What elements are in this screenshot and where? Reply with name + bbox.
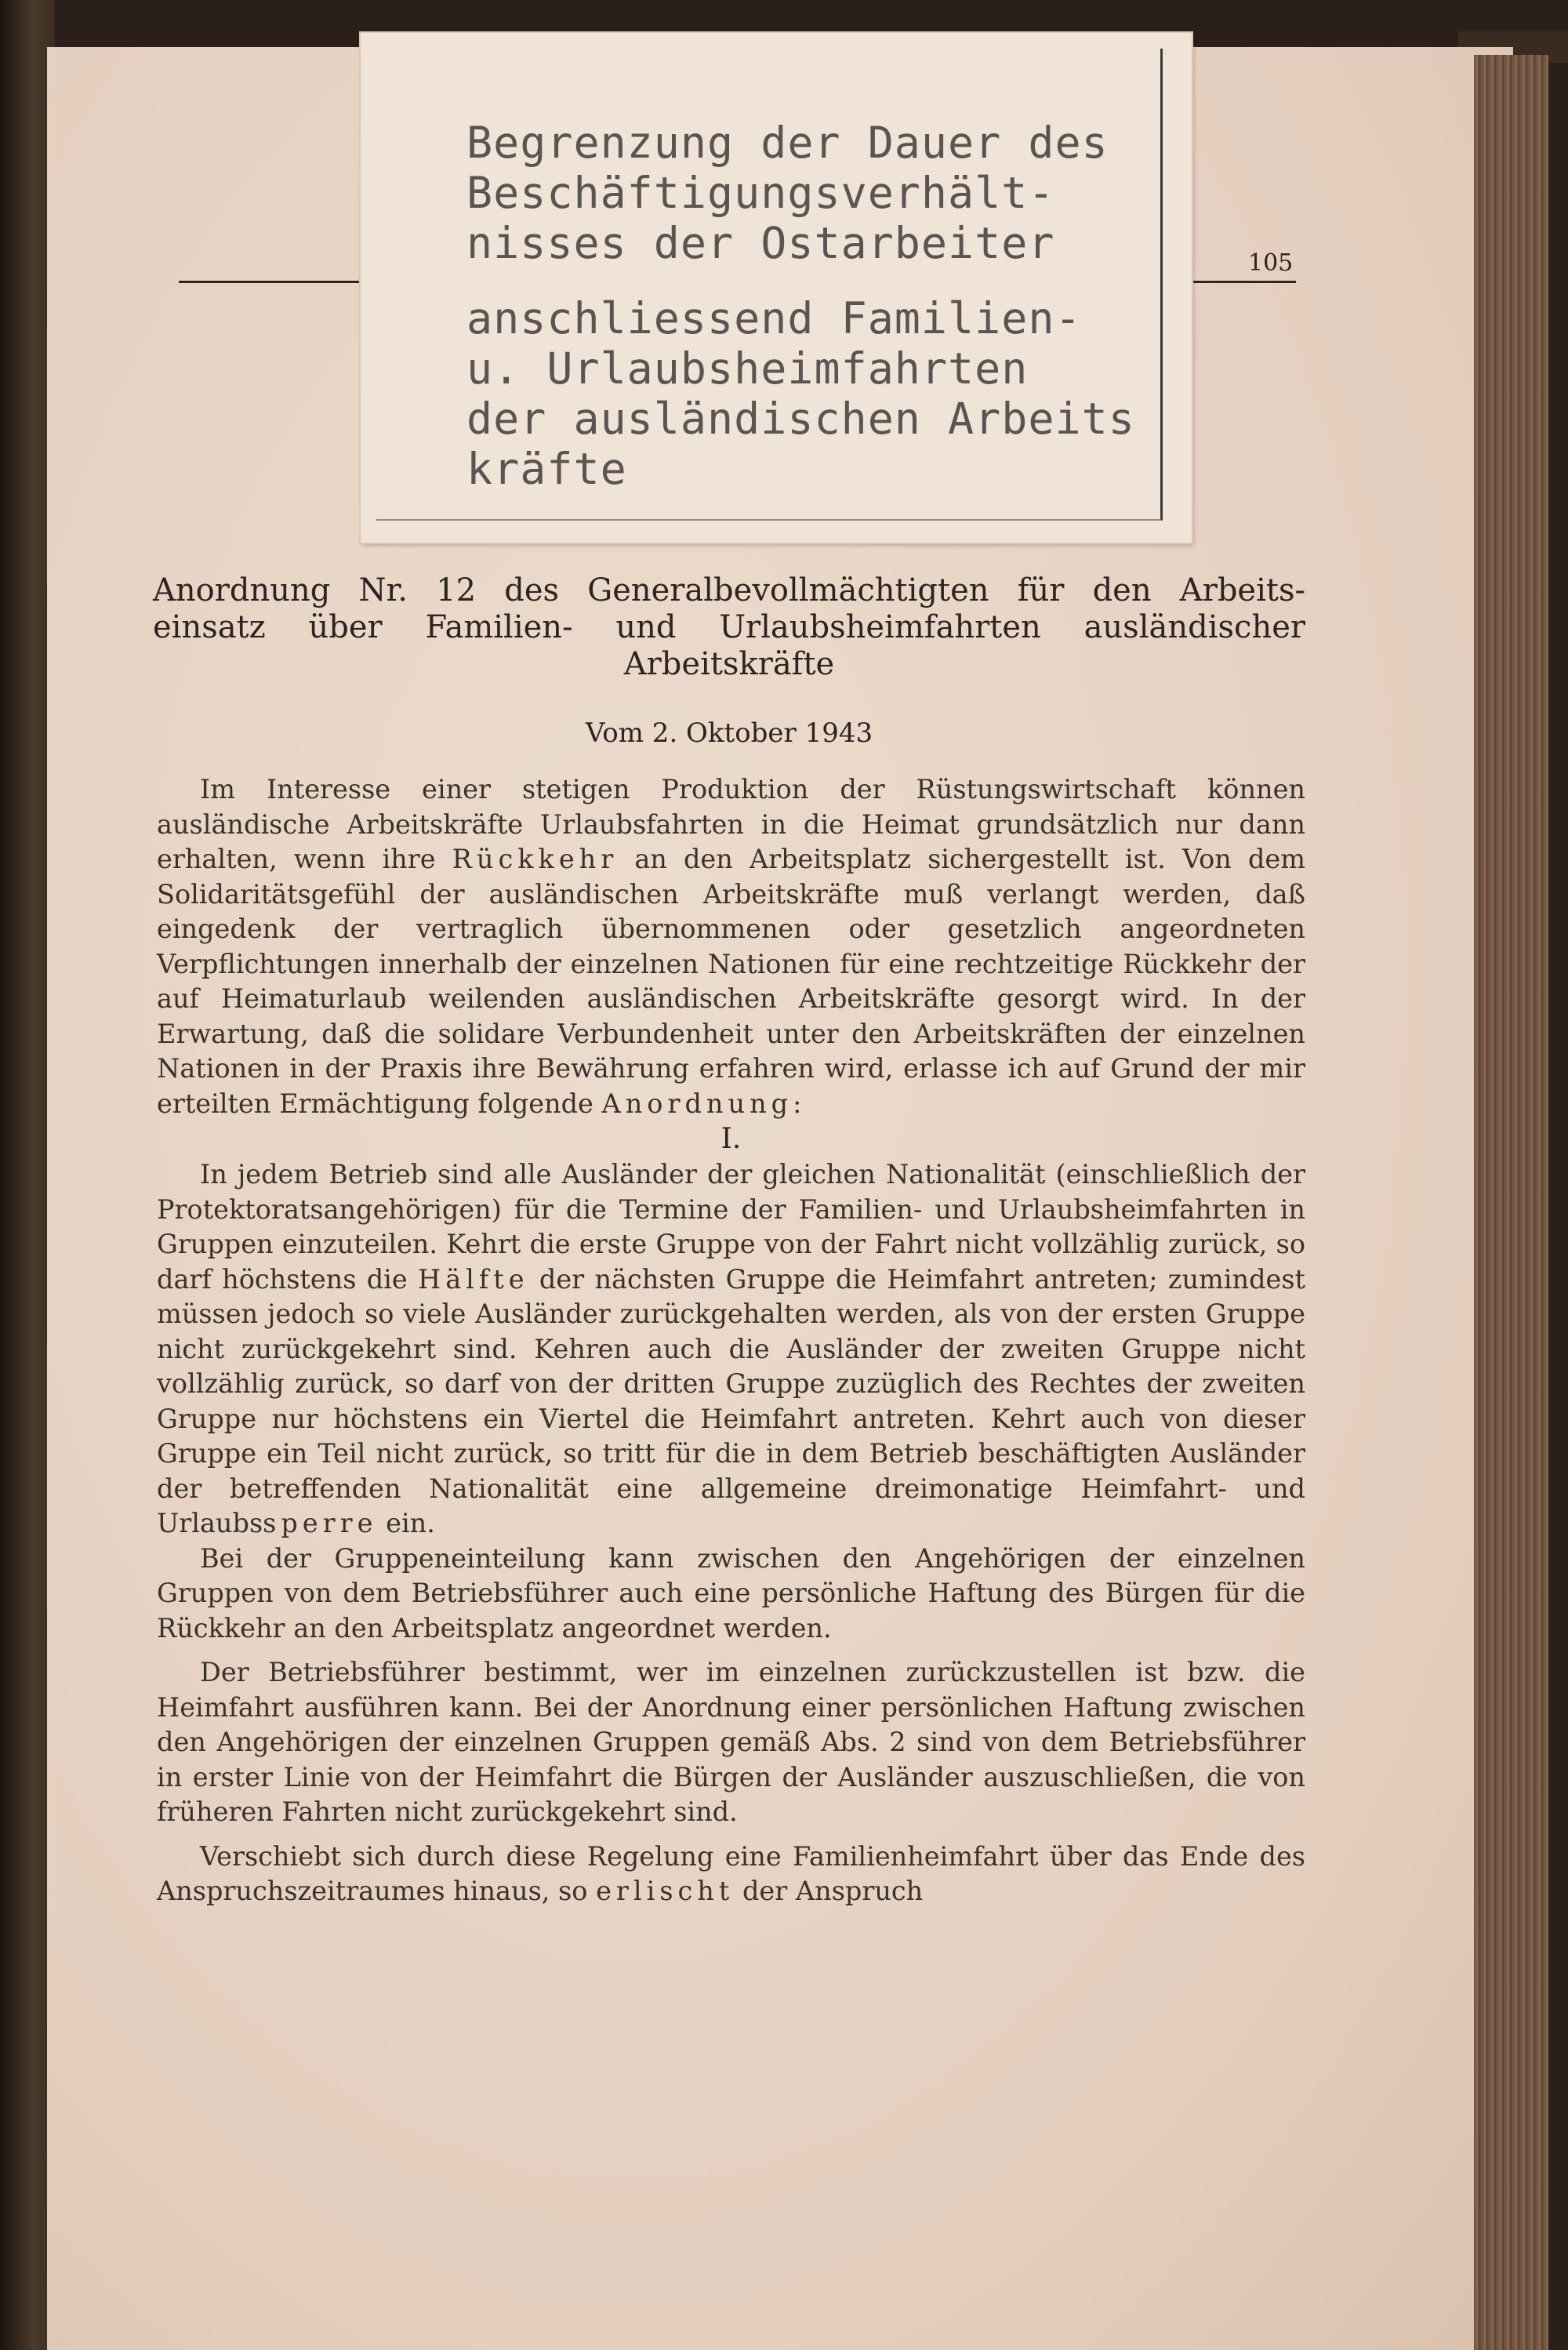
title-line-1: Anordnung Nr. 12 des Generalbevollmächtigten für den Arbeits- (153, 572, 1305, 608)
ordinance-date: Vom 2. Oktober 1943 (585, 717, 873, 749)
card-typed-text (466, 118, 1135, 494)
card-line: Beschäftigungsverhält- (466, 168, 1055, 218)
text-run: der Anspruch (734, 1876, 924, 1906)
title-line-3: Arbeitskräfte (623, 646, 835, 682)
text-run: Verschiebt sich durch diese Regelung eine Familienheimfahrt über das Ende des Anspruchszeitraumes hinaus, so (157, 1840, 1305, 1906)
section-paragraph-1 (157, 1157, 1305, 1542)
spaced-word: sperre (263, 1508, 378, 1538)
card-line: der ausländischen Arbeits (466, 394, 1135, 444)
section-numeral: I. (720, 1123, 742, 1155)
section-paragraph-3: Der Betriebsführer bestimmt, wer im einzelnen zurückzustellen ist bzw. die Heimfahrt ausführen kann. Bei der Anordnung einer persönlichen Haftung zwischen den Angehörigen der einzelnen Gruppen gemäß Abs. 2 sind von dem Betriebsführer in erster Linie von der Heimfahrt die Bürgen der Ausländer auszuschließen, die von früheren Fahrten nicht zurückgekehrt sind. (157, 1657, 1305, 1827)
card-line: Begrenzung der Dauer des (466, 118, 1109, 168)
card-line: anschliessend Familien- (466, 293, 1082, 343)
ordinance-body (157, 772, 1305, 1909)
spaced-word: erlischt (596, 1876, 735, 1906)
section-paragraph-2: Bei der Gruppeneinteilung kann zwischen den Angehörigen der einzelnen Gruppen von dem Betriebsführer auch eine persönliche Haftung des Bürgen für die Rückkehr an den Arbeitsplatz angeordnet werden. (157, 1542, 1305, 1644)
card-line: kräfte (466, 444, 627, 494)
text-run: an den Arbeitsplatz sichergestellt ist. Von dem Solidaritätsgefühl der ausländischen Arbeitskräfte muß verlangt werden, daß eingedenk der vertraglich übernommenen oder gesetzlich angeordneten Verpflichtungen innerhalb der einzelnen Nationen für eine rechtzeitige Rückkehr der auf Heimaturlaub weilenden ausländischen Arbeitskräfte gesorgt wird. In der Erwartung, daß die solidare Verbundenheit unter den Arbeitskräften der einzelnen Nationen in der Praxis ihre Bewährung erfahren wird, erlasse ich auf Grund der mir erteilten Ermächtigung folgende (157, 844, 1305, 1119)
spaced-word: Anordnung (601, 1088, 793, 1119)
spaced-word: Hälfte (418, 1263, 529, 1295)
intro-paragraph (157, 772, 1305, 1121)
text-run: Im Interesse einer stetigen Produktion der Rüstungswirtschaft können ausländische Arbeitskräfte Urlaubsfahrten in die Heimat grundsätzlich nur dann erhalten, wenn ihre (157, 774, 1305, 874)
card-line: nisses der Ostarbeiter (466, 218, 1055, 268)
ordinance-title (153, 572, 1305, 683)
title-line-2: einsatz über Familien- und Urlaubsheimfahrten ausländischer (153, 609, 1305, 645)
text-run: der nächsten Gruppe die Heimfahrt antreten; zumindest müssen jedoch so viele Ausländer zurückgehalten werden, als von der ersten Gruppe nicht zurückgekehrt sind. Kehren auch die Ausländer der zweiten Gruppe nicht vollzählig zurück, so darf von der dritten Gruppe zuzüglich des Rechtes der zweiten Gruppe nur höchstens ein Viertel die Heimfahrt antreten. Kehrt auch von dieser Gruppe ein Teil nicht zurück, so tritt für die in dem Betrieb beschäftigten Ausländer der betreffenden Nationalität eine allgemeine dreimonatige Heimfahrt- und Urlaubs (157, 1263, 1305, 1538)
card-line: u. Urlaubsheimfahrten (466, 343, 1029, 394)
page-edges (1474, 55, 1548, 2350)
header-rule-right (1188, 281, 1296, 283)
header-rule-left (179, 281, 363, 283)
section-paragraph-4 (157, 1840, 1305, 1909)
pasted-index-card (361, 33, 1192, 543)
text-run: ein. (377, 1508, 435, 1538)
spaced-word: Rückkehr (452, 844, 619, 874)
text-run: In jedem Betrieb sind alle Ausländer der gleichen Nationalität (einschließlich der Protektoratsangehörigen) für die Termine der Familien- und Urlaubsheimfahrten in Gruppen einzuteilen. Kehrt die erste Gruppe von der Fahrt nicht vollzählig zurück, so darf höchstens die (157, 1159, 1305, 1295)
page-number: 105 (1248, 249, 1294, 277)
text-run: : (793, 1088, 802, 1119)
